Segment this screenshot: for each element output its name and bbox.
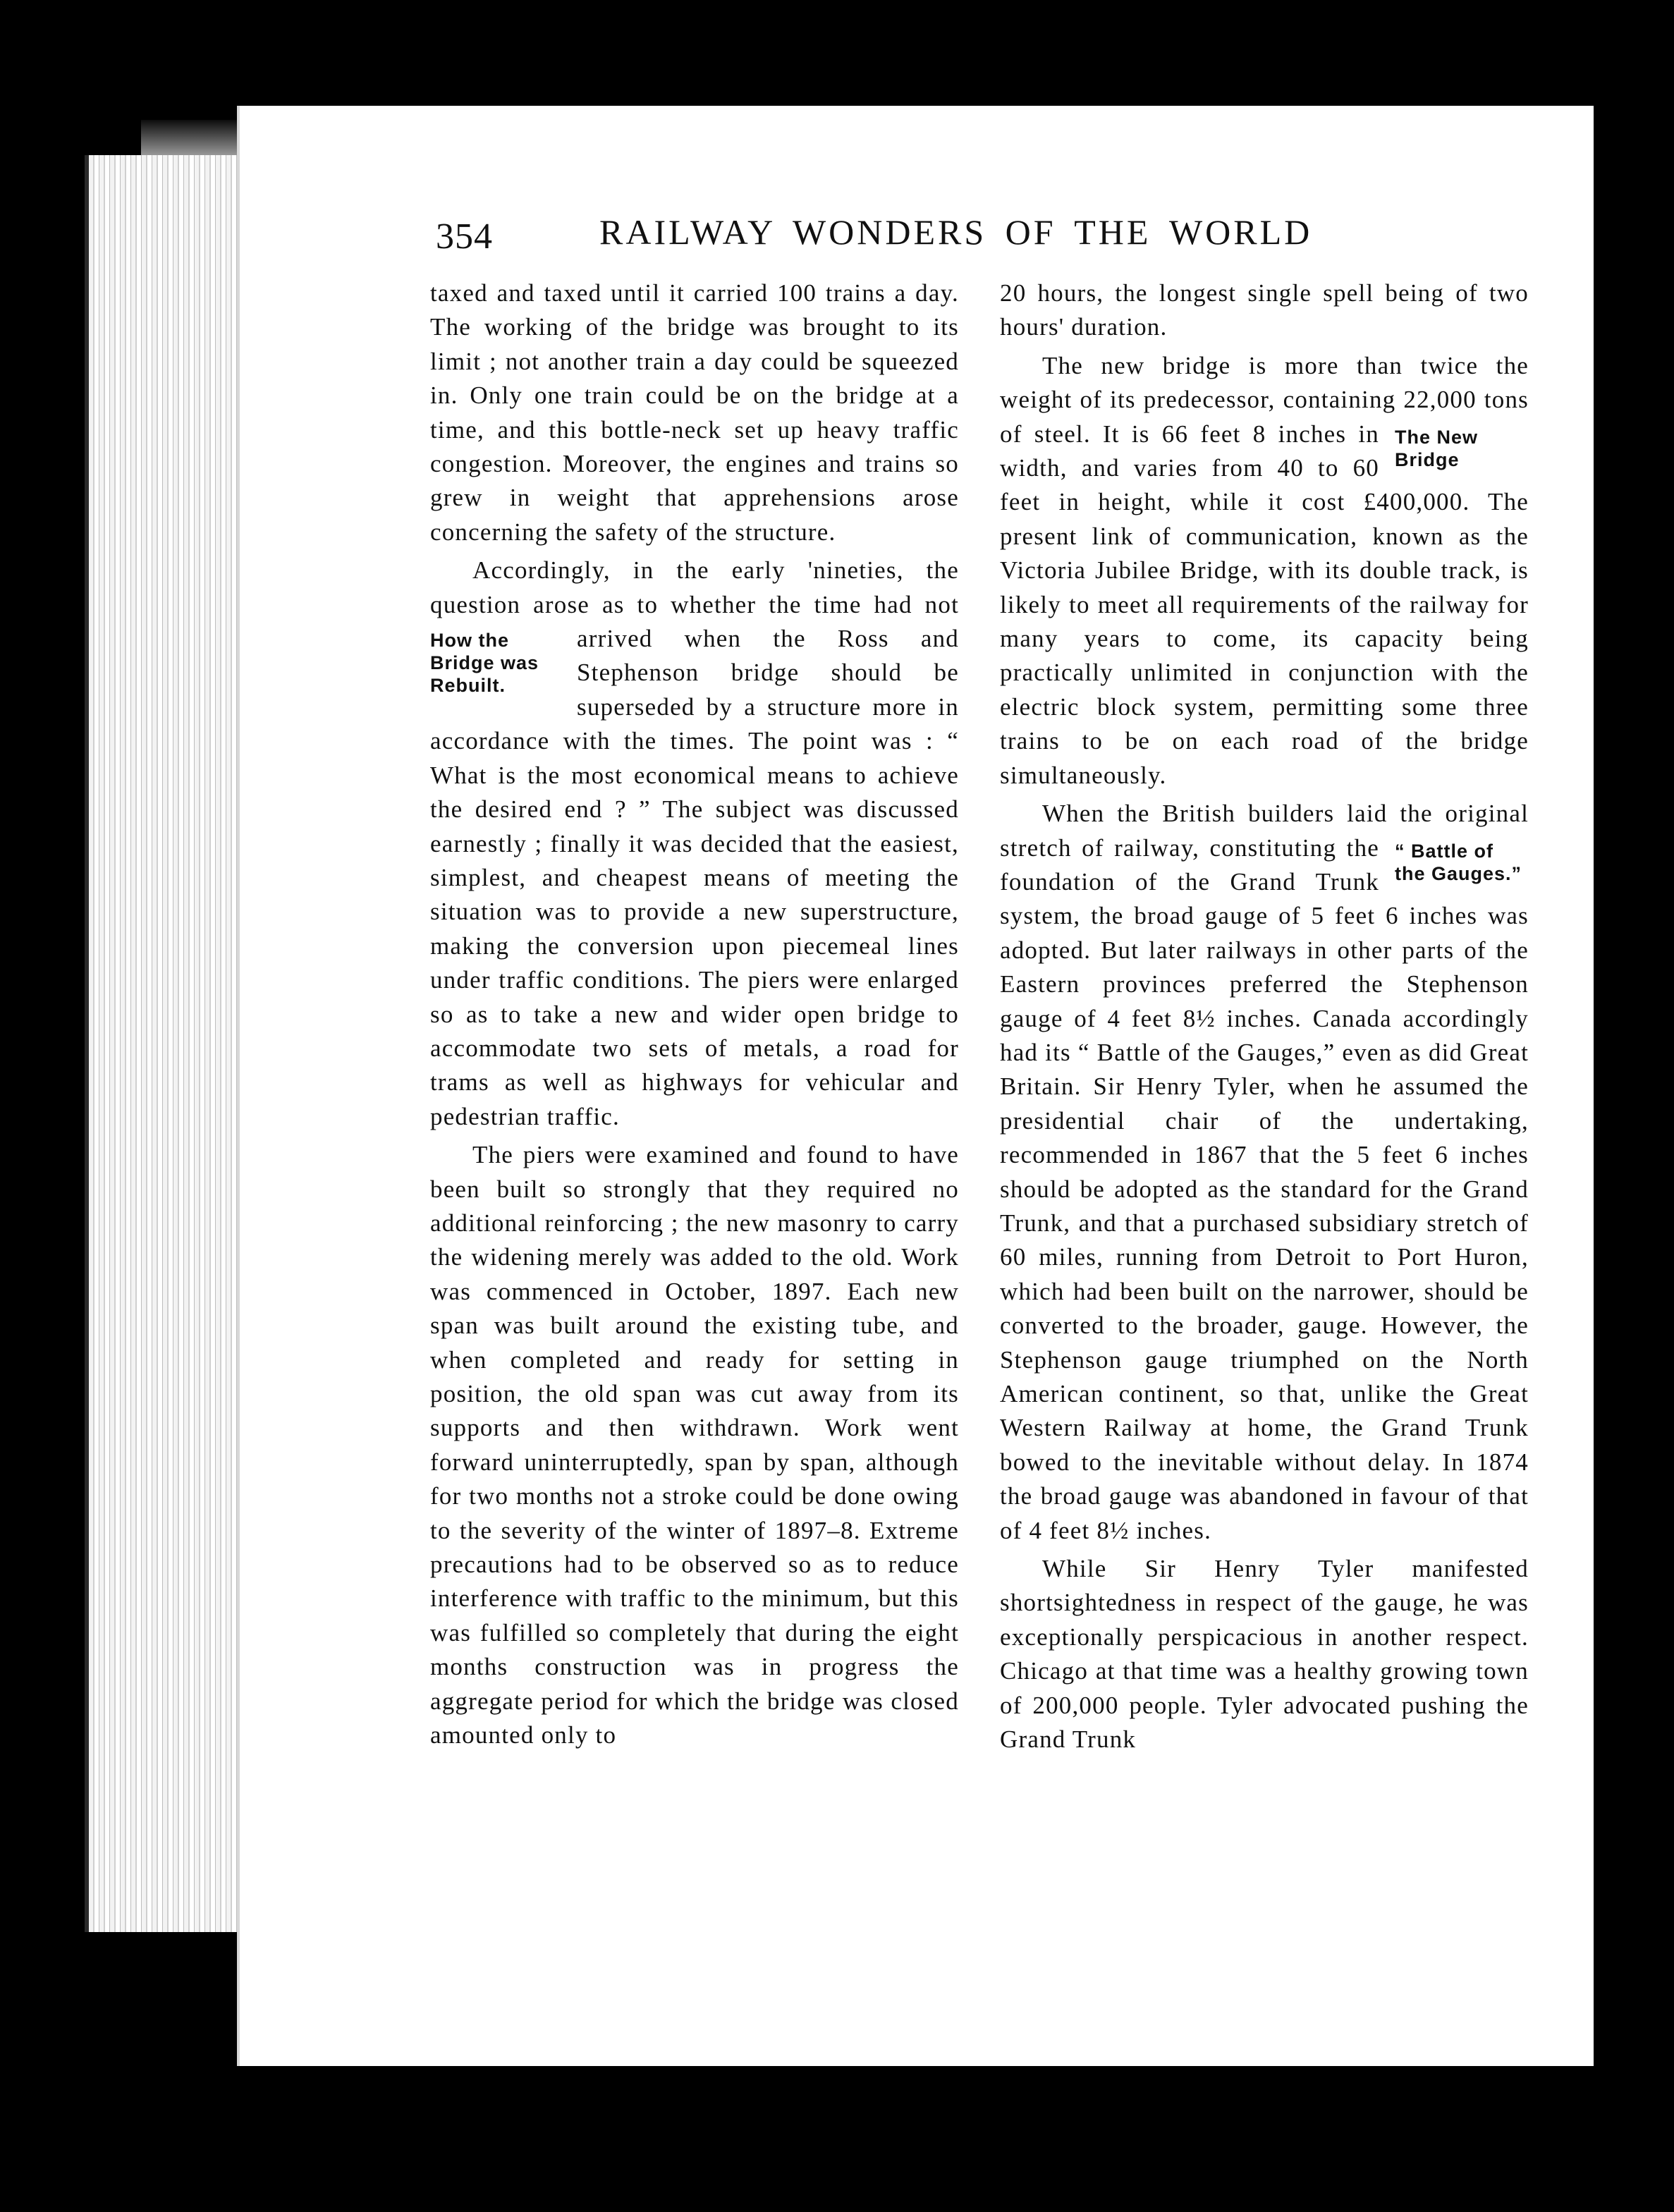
paragraph: 20 hours, the longest single spell being of two hours' duration. <box>1000 279 1529 341</box>
sidenote-battle-of-gauges: “ Battle of the Gauges.” <box>1395 840 1522 884</box>
sidenote-bridge-rebuilt: How the Bridge was Rebuilt. <box>430 630 539 697</box>
page-content <box>430 212 1537 1754</box>
paragraph: taxed and taxed until it carried 100 trains a day. The working of the bridge was brought to its limit ; not another train a day could be squeezed in. Only one train could be on the bridge at a time, and this bottle-neck set up heavy traffic congestion. Moreover, the engines and trains so grew in weight that apprehensions arose concerning the safety of the structure. <box>430 279 959 546</box>
sidenote-new-bridge: The New Bridge <box>1395 426 1479 470</box>
book-page <box>240 106 1594 2066</box>
paragraph-lead: The new bridge is more than twice the weight of its predecessor, containing 22,000 <box>1000 351 1529 414</box>
paragraph: While Sir Henry Tyler manifested shortsightedness in respect of the gauge, he was exceptionally perspicacious in another respect. Chicago at that time was a healthy growing town of 200,000 people. Tyler advocated pushing the Grand Trunk <box>1000 1555 1529 1754</box>
page-header <box>430 212 1537 275</box>
paragraph-lead: When the British builders laid the original stretch of railway, constituting <box>1000 800 1529 862</box>
running-title: RAILWAY WONDERS OF THE WORLD <box>599 212 1313 252</box>
paragraph-rest: not arrived when the Ross and Stephenson bridge should be superseded by a structure more in accordance with the times. The point was : “ What is the most economical means to achieve the desired end ? ” The subject was discussed earnestly ; finally it was decided that the easiest, simplest, and cheapest means of meeting the situation was to provide a new superstructure, making the conversion upon piecemeal lines under traffic conditions. The piers were enlarged so as to take a new and wider open bridge to accommodate two sets of metals, a road for trams as well as highways for vehicular and pedestrian traffic. <box>430 590 959 1130</box>
right-column <box>1000 276 1529 1756</box>
paragraph <box>1000 797 1529 1548</box>
left-column <box>430 276 959 1752</box>
paragraph: The piers were examined and found to have been built so strongly that they required no additional reinforcing ; the new masonry to carry the widening merely was added to the old. Work was commenced in October, 1897. Each new span was built around the existing tube, and when completed and ready for setting in position, the old span was cut away from its supports and then withdrawn. Work went forward uninterruptedly, span by span, although for two months not a stroke could be done owing to the severity of the winter of 1897–8. Extreme precautions had to be observed so as to reduce interference with traffic to the minimum, but this was fulfilled so completely that during the eight months construction was in progress the aggregate period for which the bridge was closed amounted only to <box>430 1141 959 1749</box>
paragraph <box>430 554 959 1134</box>
paragraph <box>1000 349 1529 793</box>
paragraph-rest: tons of steel. It is 66 feet 8 inches in width, and varies from 40 to 60 feet in height, while it cost £400,000. The present link of communication, known as the Victoria Jubilee Bridge, with its double track, is likely to meet all requirements of the railway for many years to come, its capacity being practically unlimited in conjunction with the electric block system, permitting some three trains to be on each road of the bridge simultaneously. <box>1000 386 1529 789</box>
page-number: 354 <box>436 216 493 257</box>
paragraph-rest: the foundation of the Grand Trunk system, the broad gauge of 5 feet 6 inches was adopted. But later railways in other parts of the Eastern provinces preferred the Stephenson gauge of 4 feet 8½ inches. Canada accordingly had its “ Battle of the Gauges,” even as did Great Britain. Sir Henry Tyler, when he assumed the presidential chair of the undertaking, recommended in 1867 that the 5 feet 6 inches should be adopted as the standard for the Grand Trunk, and that a purchased subsidiary stretch of 60 miles, running from Detroit to Port Huron, which had been built on the narrower, should be converted to the broader, gauge. However, the Stephenson gauge triumphed on the North American continent, so that, unlike the Great Western Railway at home, the Grand Trunk bowed to the inevitable without delay. In 1874 the broad gauge was abandoned in favour of that of 4 feet 8½ inches. <box>1000 833 1529 1544</box>
paragraph-lead: Accordingly, in the early 'nineties, the question arose as to whether the time had <box>430 556 959 618</box>
